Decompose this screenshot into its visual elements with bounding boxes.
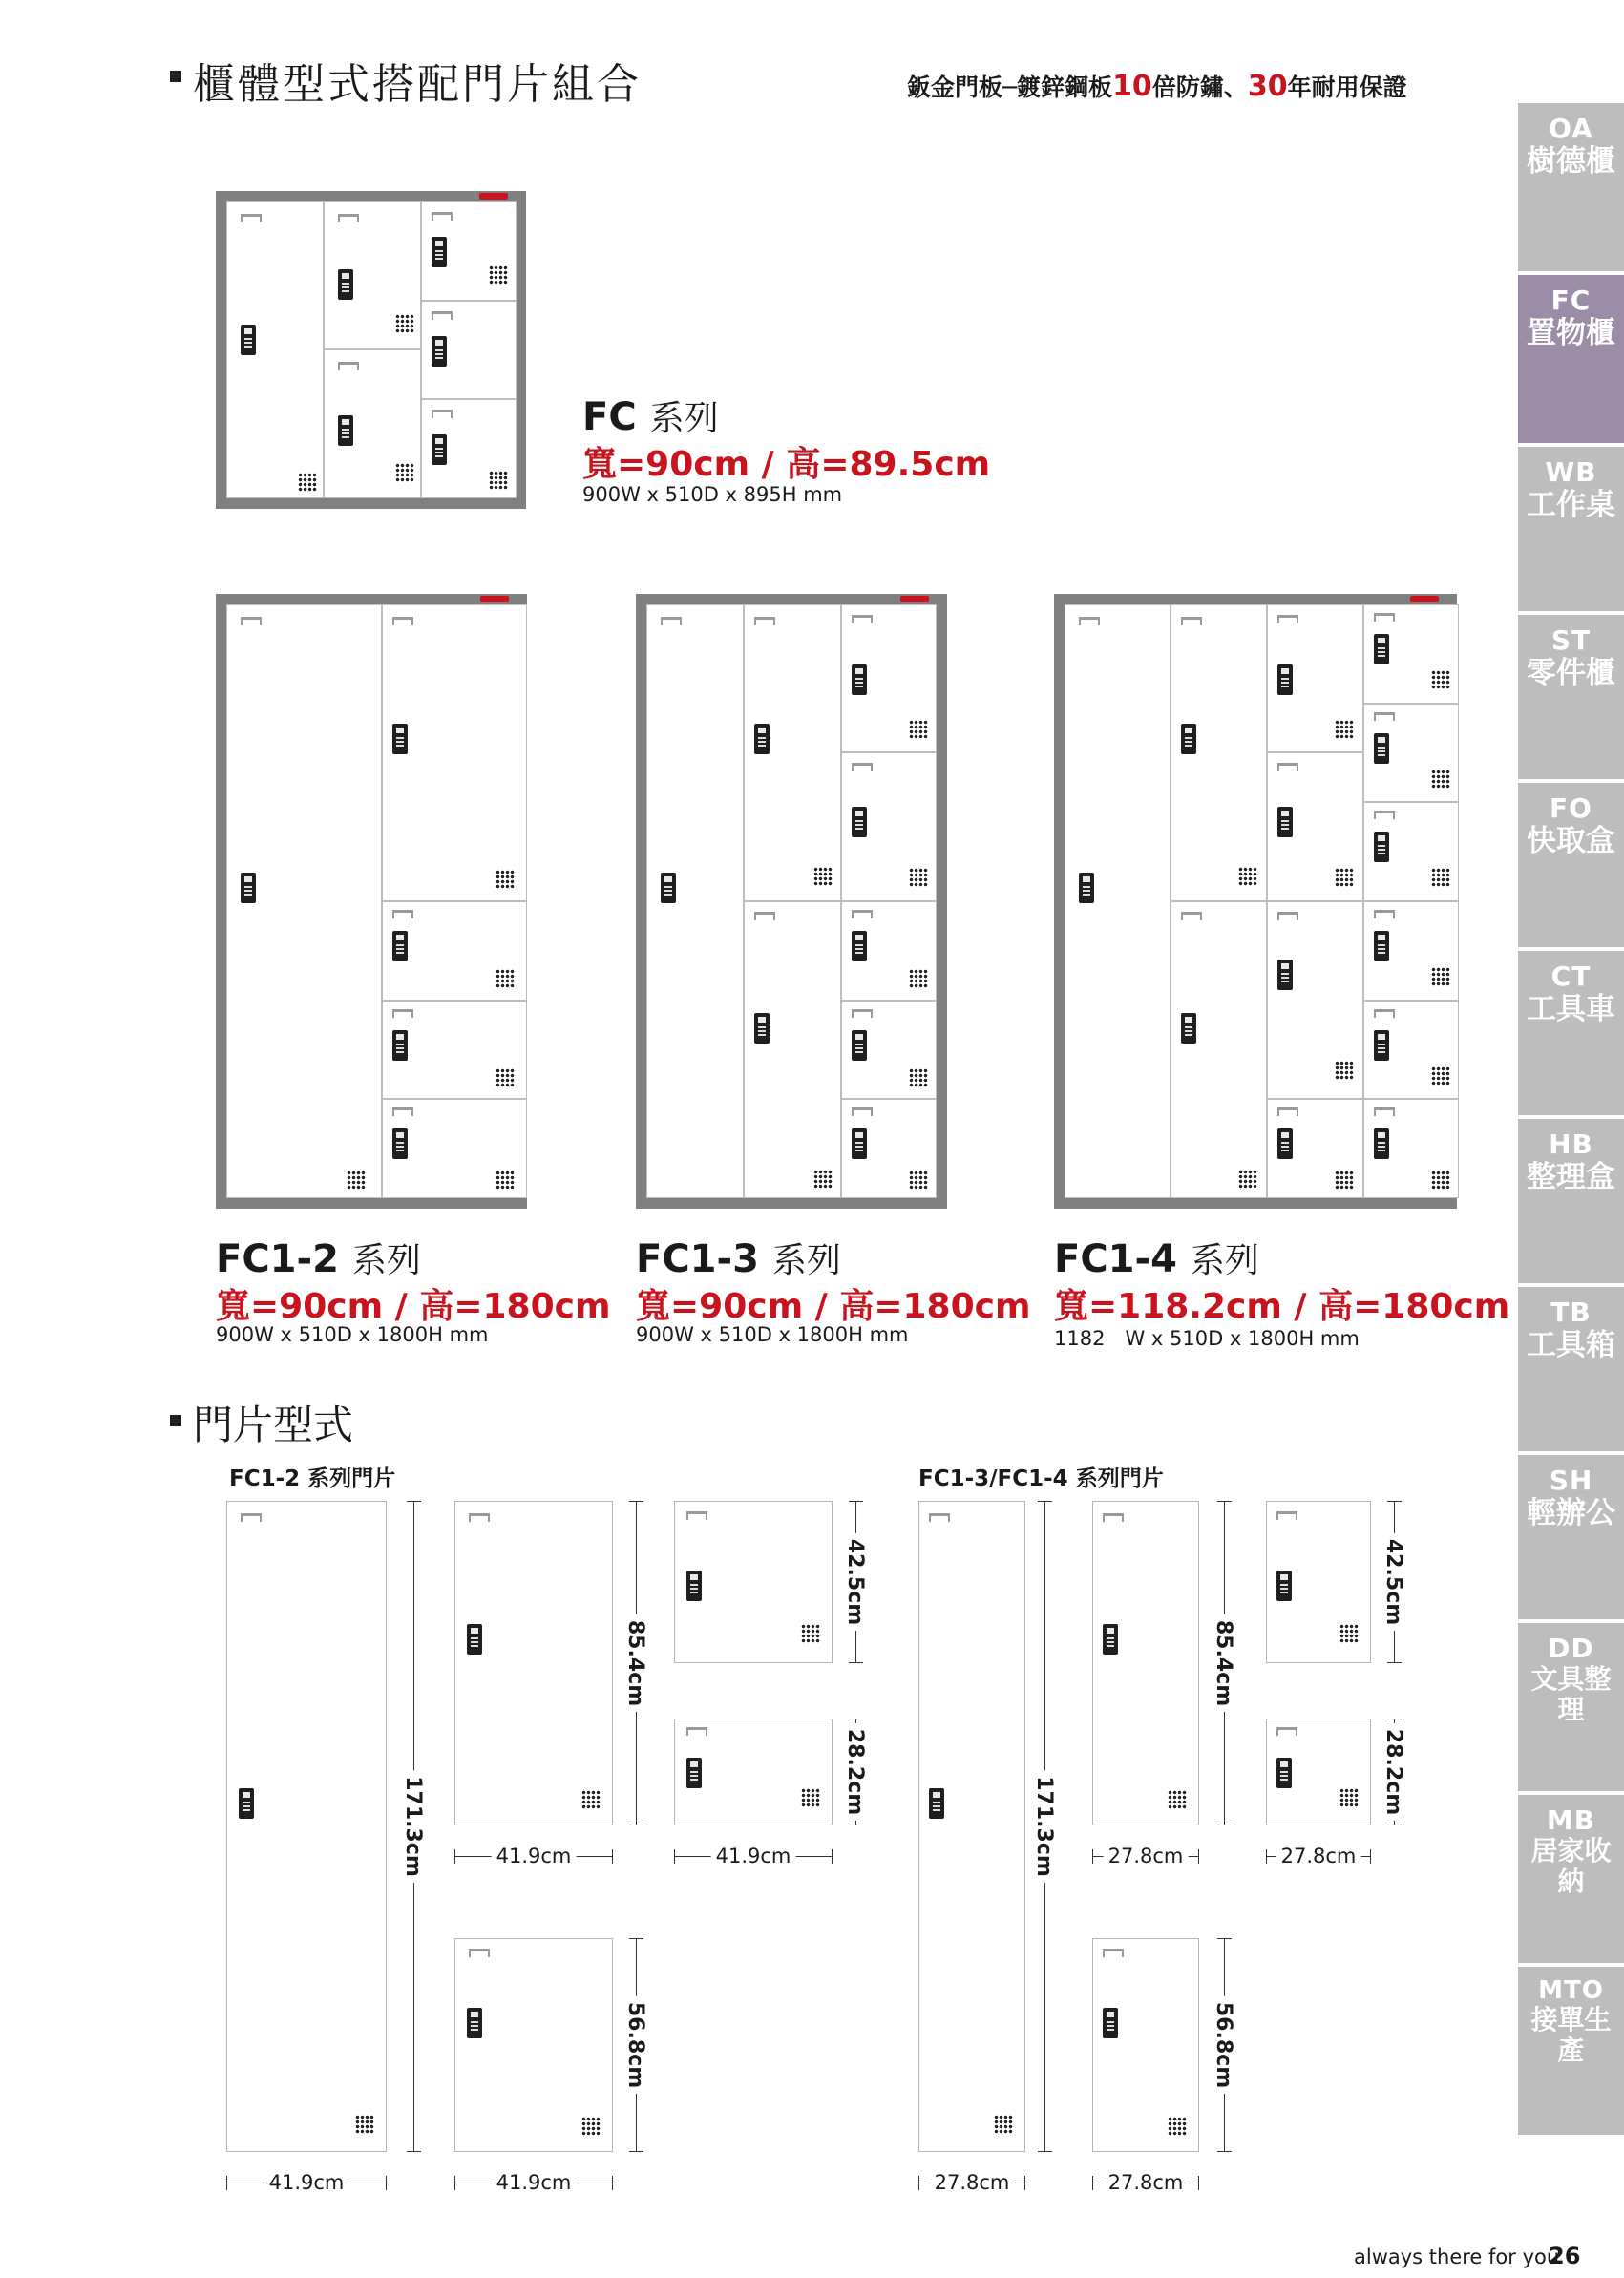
tab-hb-label: 整理盒 (1527, 1160, 1615, 1194)
series-dims-fc: 900W x 510D x 895H mm (582, 483, 843, 506)
tab-sh-label: 輕辦公 (1527, 1496, 1615, 1530)
tab-dd[interactable]: DD 文具整理 (1518, 1623, 1624, 1791)
tab-tb[interactable]: TB 工具箱 (1518, 1287, 1624, 1451)
door-panel (918, 1501, 1025, 2152)
door-panel (1092, 1501, 1199, 1825)
door-panel (454, 1501, 613, 1825)
dim-height-85: 85.4cm (636, 1501, 637, 1825)
series-name-fc: FC 系列 (582, 395, 719, 439)
door-panel (1266, 1719, 1371, 1825)
tab-fo-label: 快取盒 (1527, 824, 1615, 858)
tab-tb-label: 工具箱 (1527, 1328, 1615, 1362)
slogan-num2: 30 (1247, 70, 1288, 103)
tab-mb-label: 居家收納 (1530, 1835, 1612, 1897)
tab-oa[interactable]: OA 樹德櫃 (1518, 103, 1624, 271)
door-panel (674, 1501, 833, 1663)
dim-height-56: 56.8cm (1224, 1938, 1225, 2152)
series-name-fc1-4: FC1-4 系列 (1054, 1237, 1259, 1281)
slogan (907, 69, 1407, 103)
tab-mb[interactable]: MB 居家收納 (1518, 1795, 1624, 1963)
fc1-2-cabinet-illustration (216, 594, 527, 1209)
series-size-fc1-3: 寬=90cm / 高=180cm (636, 1287, 1031, 1326)
dim-width-278: 27.8cm (1092, 1856, 1199, 1857)
tab-oa-label: 樹德櫃 (1527, 144, 1615, 179)
slogan-part1: 鈑金門板─鍍鋅鋼板 (907, 74, 1113, 101)
door-panel (1092, 1938, 1199, 2152)
tab-mto-label: 接單生產 (1530, 2004, 1612, 2066)
tab-fc-label: 置物櫃 (1527, 316, 1615, 350)
tab-dd-label: 文具整理 (1530, 1663, 1612, 1725)
tab-hb[interactable]: HB 整理盒 (1518, 1119, 1624, 1283)
series-size-fc: 寬=90cm / 高=89.5cm (582, 445, 991, 484)
brand-logo (1410, 596, 1439, 602)
dim-height-28: 28.2cm (1394, 1719, 1395, 1825)
series-size-fc1-4: 寬=118.2cm / 高=180cm (1054, 1287, 1510, 1326)
bullet-square (170, 1415, 181, 1426)
door-group2-title: FC1-3/FC1-4 系列門片 (918, 1466, 1164, 1491)
dim-height-56: 56.8cm (636, 1938, 637, 2152)
fc1-3-cabinet-illustration (636, 594, 947, 1209)
page-section-title: 櫃體型式搭配門片組合 (193, 60, 642, 109)
tab-mto[interactable]: MTO 接單生產 (1518, 1967, 1624, 2135)
tab-st[interactable]: ST 零件櫃 (1518, 615, 1624, 779)
door-group1-title: FC1-2 系列門片 (229, 1466, 396, 1491)
series-dims-fc1-3: 900W x 510D x 1800H mm (636, 1323, 909, 1346)
door-panel (454, 1938, 613, 2152)
footer-tagline: always there for you (1354, 2246, 1560, 2268)
door-panel (674, 1719, 833, 1825)
door-section-title: 門片型式 (193, 1402, 354, 1448)
brand-logo (480, 596, 509, 602)
fc1-4-cabinet-illustration (1054, 594, 1457, 1209)
series-dims-fc1-4: 1182 W x 510D x 1800H mm (1054, 1327, 1360, 1350)
tab-wb[interactable]: WB 工作桌 (1518, 447, 1624, 611)
series-name-fc1-3: FC1-3 系列 (636, 1237, 841, 1281)
door-panel (226, 1501, 387, 2152)
slogan-num1: 10 (1112, 70, 1152, 103)
tab-st-label: 零件櫃 (1527, 656, 1615, 690)
dim-width-419: 41.9cm (674, 1856, 833, 1857)
door-panel (1266, 1501, 1371, 1663)
series-name-fc1-2: FC1-2 系列 (216, 1237, 421, 1281)
tab-fc[interactable]: FC 置物櫃 (1518, 275, 1624, 443)
tab-ct[interactable]: CT 工具車 (1518, 951, 1624, 1115)
series-dims-fc1-2: 900W x 510D x 1800H mm (216, 1323, 489, 1346)
dim-width-419: 41.9cm (454, 1856, 613, 1857)
bullet-square (170, 71, 181, 82)
tab-fo[interactable]: FO 快取盒 (1518, 783, 1624, 947)
dim-height-85: 85.4cm (1224, 1501, 1225, 1825)
dim-width-278: 27.8cm (1266, 1856, 1371, 1857)
brand-logo (479, 193, 508, 200)
fc-cabinet-illustration (216, 191, 526, 509)
dim-height-42: 42.5cm (1394, 1501, 1395, 1663)
dim-height-42: 42.5cm (855, 1501, 856, 1663)
tab-sh[interactable]: SH 輕辦公 (1518, 1455, 1624, 1619)
dim-height-28: 28.2cm (855, 1719, 856, 1825)
slogan-part3: 年耐用保證 (1287, 74, 1407, 101)
brand-logo (900, 596, 929, 602)
series-size-fc1-2: 寬=90cm / 高=180cm (216, 1287, 611, 1326)
slogan-part2: 倍防鏽、 (1151, 74, 1248, 101)
tab-ct-label: 工具車 (1527, 992, 1615, 1026)
dim-height-171: 171.3cm (413, 1501, 414, 2152)
dim-height-171: 171.3cm (1044, 1501, 1045, 2152)
page-number: 26 (1549, 2243, 1581, 2269)
tab-wb-label: 工作桌 (1527, 488, 1615, 522)
